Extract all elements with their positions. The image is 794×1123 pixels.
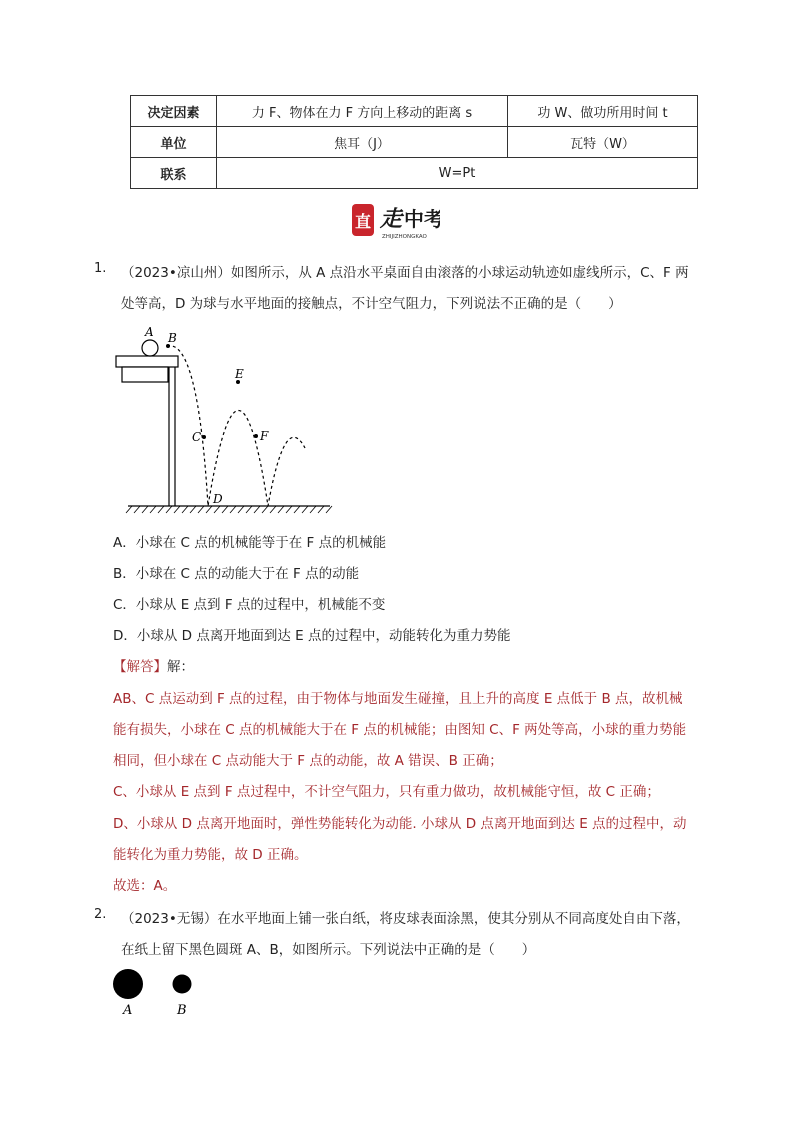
explanation-line: 能转化为重力势能，故 D 正确。: [113, 847, 308, 863]
table-cell: 功 W、做功所用时间 t: [508, 96, 698, 127]
explanation-line: 相同，但小球在 C 点动能大于 F 点的动能，故 A 错误、B 正确；: [113, 753, 503, 769]
explanation-line: 能有损失，小球在 C 点的机械能大于在 F 点的机械能；由图知 C、F 两处等高，小球的重力势能: [113, 722, 687, 738]
svg-text:C: C: [192, 430, 202, 444]
answer-tag: 【解答】: [113, 659, 167, 675]
question-text: （2023•凉山州）如图所示，从 A 点沿水平桌面自由滚落的小球运动轨迹如虚线所示，C、F 两: [121, 265, 689, 281]
answer-choice: 故选：A。: [113, 878, 177, 894]
answer-heading: [113, 655, 194, 675]
table-cell: W=Pt: [217, 158, 698, 189]
ball-trajectory-figure: [110, 320, 340, 520]
svg-text:D: D: [213, 492, 223, 506]
info-table: [130, 95, 698, 189]
answer-tag-suffix: 解：: [167, 659, 194, 675]
svg-text:B: B: [177, 1003, 187, 1018]
question-text: 在纸上留下黑色圆斑 A、B，如图所示。下列说法中正确的是（ ）: [121, 942, 536, 958]
explanation-line: AB、C 点运动到 F 点的过程，由于物体与地面发生碰撞，且上升的高度 E 点低于 B 点，故机械: [113, 691, 683, 707]
svg-text:A: A: [145, 325, 154, 339]
svg-text:F: F: [260, 429, 269, 443]
svg-text:⾛: ⾛: [380, 206, 403, 232]
table-cell: 力 F、物体在力 F 方向上移动的距离 s: [217, 96, 508, 127]
brand-logo: [350, 200, 440, 244]
question-text: （2023•无锡）在水平地面上铺一张白纸，将皮球表面涂黑，使其分别从不同高度处自由下落，: [121, 911, 690, 927]
option-b: B．小球在 C 点的动能大于在 F 点的动能: [113, 566, 360, 582]
question-number: 2.: [94, 907, 107, 922]
table-row: [131, 158, 698, 189]
option-a: A．小球在 C 点的机械能等于在 F 点的机械能: [113, 535, 387, 551]
spot-b: [173, 975, 192, 994]
option-d: D．小球从 D 点离开地面到达 E 点的过程中，动能转化为重力势能: [113, 628, 511, 644]
table-cell: 瓦特（W）: [508, 127, 698, 158]
question-text: 处等高，D 为球与水平地面的接触点，不计空气阻力，下列说法不正确的是（ ）: [121, 296, 622, 312]
svg-text:中考: 中考: [404, 207, 440, 231]
table-cell: 联系: [131, 158, 217, 189]
svg-text:直: 直: [354, 212, 372, 231]
table-cell: 决定因素: [131, 96, 217, 127]
explanation-line: D、小球从 D 点离开地面时，弹性势能转化为动能. 小球从 D 点离开地面到达 E 点的过程中，动: [113, 816, 687, 832]
svg-text:A: A: [123, 1003, 133, 1018]
black-spots-figure: [108, 966, 208, 1020]
table-row: [131, 96, 698, 127]
spot-a: [113, 969, 143, 999]
question-number: 1.: [94, 261, 107, 276]
table-cell: 焦耳（J）: [217, 127, 508, 158]
table-row: [131, 127, 698, 158]
table-cell: 单位: [131, 127, 217, 158]
svg-text:E: E: [235, 367, 244, 381]
option-c: C．小球从 E 点到 F 点的过程中，机械能不变: [113, 597, 386, 613]
svg-text:B: B: [168, 331, 177, 345]
svg-text:ZHIJIZHONGKAO: ZHIJIZHONGKAO: [382, 234, 427, 240]
explanation-line: C、小球从 E 点到 F 点过程中，不计空气阻力，只有重力做功，故机械能守恒，故 C 正确；: [113, 784, 660, 800]
